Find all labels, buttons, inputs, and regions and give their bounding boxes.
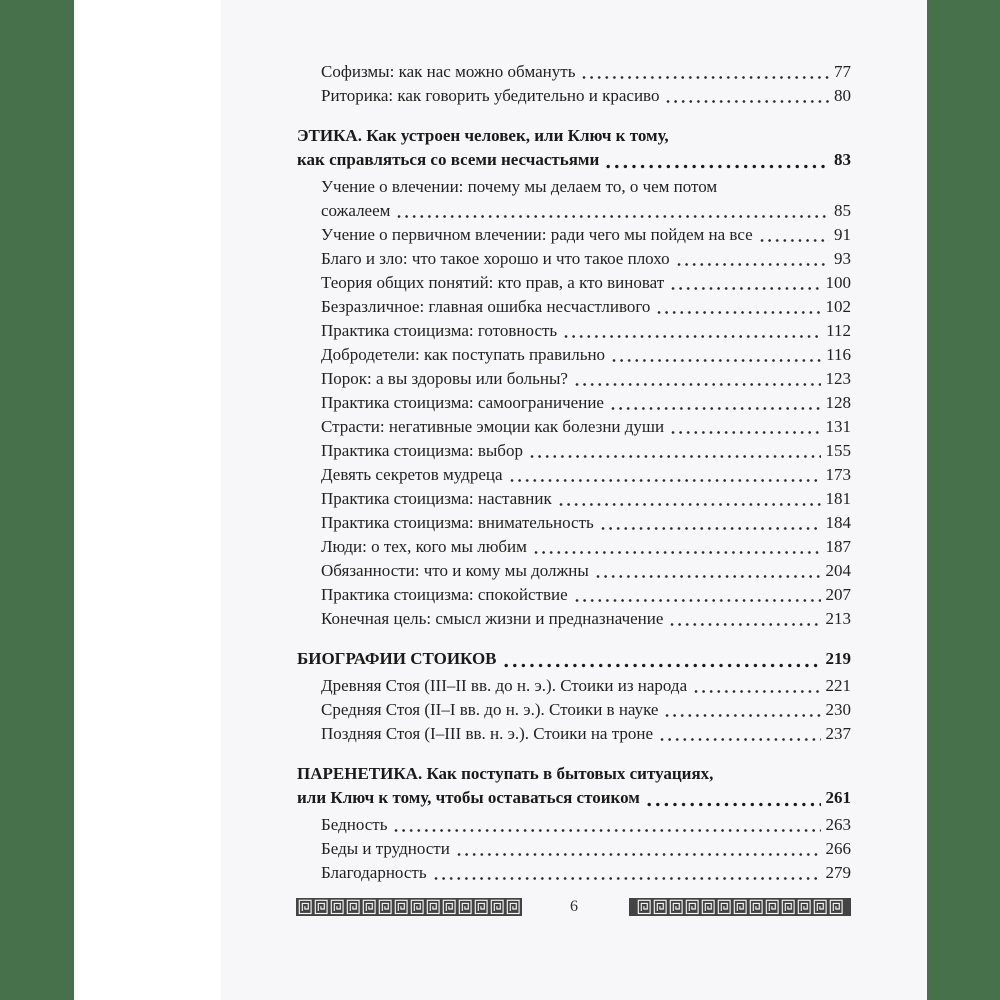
dot-leader (666, 99, 829, 104)
toc-entry-title: Безразличное: главная ошибка несчастливого (321, 297, 651, 316)
toc-entry-title: Благодарность (321, 863, 427, 882)
toc-page-number: 112 (826, 321, 851, 340)
dot-leader (677, 262, 829, 267)
table-of-contents (297, 60, 851, 885)
toc-entry (297, 295, 851, 319)
dot-leader (582, 75, 829, 80)
dot-leader (530, 454, 821, 459)
toc-page-number: 123 (825, 369, 851, 388)
dot-leader (434, 876, 821, 881)
toc-page-number: 116 (826, 345, 851, 364)
toc-page-number: 91 (834, 225, 851, 244)
toc-entry (297, 813, 851, 837)
toc-entry-title: Практика стоицизма: готовность (321, 321, 558, 340)
toc-entry-title: Порок: а вы здоровы или больны? (321, 369, 568, 388)
background-white-gap (74, 0, 221, 1000)
toc-entry-title: или Ключ к тому, чтобы оставаться стоиком (297, 788, 640, 807)
toc-page-number: 155 (825, 441, 851, 460)
dot-leader (671, 430, 820, 435)
toc-entry (297, 861, 851, 885)
toc-page-number: 221 (825, 676, 851, 695)
toc-page-number: 266 (825, 839, 851, 858)
toc-page-number: 128 (825, 393, 851, 412)
toc-page-number: 204 (825, 561, 851, 580)
toc-entry (297, 60, 851, 84)
toc-entry-title: Древняя Стоя (III–II вв. до н. э.). Стоики из народа (321, 676, 688, 695)
dot-leader (397, 214, 829, 219)
toc-page-number: 207 (825, 585, 851, 604)
dot-leader (534, 550, 821, 555)
toc-entry (297, 367, 851, 391)
toc-entry-title: Практика стоицизма: спокойствие (321, 585, 568, 604)
toc-entry (297, 439, 851, 463)
toc-entry-title: Теория общих понятий: кто прав, а кто виноват (321, 273, 665, 292)
toc-entry-title: Благо и зло: что такое хорошо и что такое плохо (321, 249, 670, 268)
dot-leader (671, 286, 820, 291)
toc-page-number: 100 (825, 273, 851, 292)
toc-entry-title: Поздняя Стоя (I–III вв. н. э.). Стоики на троне (321, 724, 653, 743)
toc-page-number: 131 (825, 417, 851, 436)
toc-page-number: 173 (825, 465, 851, 484)
toc-entry-title: Беды и трудности (321, 839, 450, 858)
toc-page-number: 279 (825, 863, 851, 882)
book-page (221, 0, 927, 1000)
page-footer (221, 898, 927, 918)
toc-entry (297, 511, 851, 535)
toc-entry-title: Софизмы: как нас можно обмануть (321, 62, 576, 81)
toc-entry (297, 837, 851, 861)
dot-leader (510, 478, 821, 483)
page-number: 6 (570, 898, 578, 915)
toc-entry-title: Обязанности: что и кому мы должны (321, 561, 589, 580)
toc-entry-title: Практика стоицизма: выбор (321, 441, 523, 460)
toc-entry (297, 319, 851, 343)
toc-page-number: 263 (825, 815, 851, 834)
toc-page-number: 181 (825, 489, 851, 508)
toc-entry-title: Добродетели: как поступать правильно (321, 345, 606, 364)
toc-entry (297, 463, 851, 487)
toc-entry (297, 583, 851, 607)
toc-page-number: 77 (834, 62, 851, 81)
toc-entry-title-line: Учение о влечении: почему мы делаем то, о чем потом (321, 177, 718, 196)
dot-leader (612, 358, 821, 363)
toc-entry-title: Девять секретов мудреца (321, 465, 503, 484)
greek-key-ornament-right-icon (629, 898, 851, 916)
toc-entry (297, 698, 851, 722)
dot-leader (665, 713, 820, 718)
toc-section-heading (297, 762, 851, 810)
toc-entry-title: Конечная цель: смысл жизни и предназначение (321, 609, 664, 628)
toc-entry-title: Практика стоицизма: наставник (321, 489, 552, 508)
toc-entry (297, 607, 851, 631)
toc-entry (297, 674, 851, 698)
toc-page-number: 213 (825, 609, 851, 628)
toc-page-number: 102 (825, 297, 851, 316)
dot-leader (575, 598, 821, 603)
dot-leader (657, 310, 820, 315)
dot-leader (564, 334, 821, 339)
dot-leader (596, 574, 821, 579)
toc-page-number: 83 (834, 150, 851, 169)
toc-page-number: 93 (834, 249, 851, 268)
toc-entry-title: Учение о первичном влечении: ради чего мы пойдем на все (321, 225, 753, 244)
toc-page-number: 237 (825, 724, 851, 743)
dot-leader (670, 622, 820, 627)
toc-entry-title-line: ПАРЕНЕТИКА. Как поступать в бытовых ситуациях, (297, 764, 714, 783)
background-right-green-strip (927, 0, 1000, 1000)
toc-page-number: 85 (834, 201, 851, 220)
toc-entry-title: Практика стоицизма: внимательность (321, 513, 594, 532)
toc-entry (297, 487, 851, 511)
toc-entry (297, 343, 851, 367)
toc-entry (297, 722, 851, 746)
toc-entry-title: Риторика: как говорить убедительно и красиво (321, 86, 660, 105)
toc-entry-title: Средняя Стоя (II–I вв. до н. э.). Стоики в науке (321, 700, 659, 719)
toc-entry-title: как справляться со всеми несчастьями (297, 150, 600, 169)
dot-leader (457, 852, 821, 857)
toc-entry (297, 84, 851, 108)
dot-leader (559, 502, 821, 507)
toc-section-heading (297, 124, 851, 172)
toc-entry (297, 535, 851, 559)
dot-leader (601, 526, 821, 531)
greek-key-ornament-left-icon (296, 898, 522, 916)
dot-leader (575, 382, 821, 387)
background-left-green-strip (0, 0, 74, 1000)
dot-leader (611, 406, 821, 411)
toc-entry-title-line: ЭТИКА. Как устроен человек, или Ключ к тому, (297, 126, 669, 145)
toc-entry (297, 559, 851, 583)
dot-leader (694, 689, 820, 694)
toc-page-number: 184 (825, 513, 851, 532)
toc-entry (297, 415, 851, 439)
toc-entry (297, 391, 851, 415)
toc-page-number: 261 (825, 788, 851, 807)
toc-section-heading (297, 647, 851, 671)
toc-entry-title: БИОГРАФИИ СТОИКОВ (297, 649, 497, 668)
toc-entry (297, 175, 851, 223)
toc-entry-title: Люди: о тех, кого мы любим (321, 537, 527, 556)
toc-entry (297, 223, 851, 247)
dot-leader (394, 828, 820, 833)
toc-entry (297, 247, 851, 271)
toc-entry-title: сожалеем (321, 201, 391, 220)
dot-leader (647, 802, 821, 807)
toc-entry-title: Практика стоицизма: самоограничение (321, 393, 604, 412)
toc-page-number: 80 (834, 86, 851, 105)
toc-page-number: 230 (825, 700, 851, 719)
dot-leader (660, 737, 821, 742)
toc-page-number: 219 (825, 649, 851, 668)
toc-entry-title: Страсти: негативные эмоции как болезни души (321, 417, 665, 436)
dot-leader (760, 238, 829, 243)
toc-entry-title: Бедность (321, 815, 388, 834)
dot-leader (606, 164, 829, 169)
toc-page-number: 187 (825, 537, 851, 556)
dot-leader (504, 663, 821, 668)
toc-entry (297, 271, 851, 295)
